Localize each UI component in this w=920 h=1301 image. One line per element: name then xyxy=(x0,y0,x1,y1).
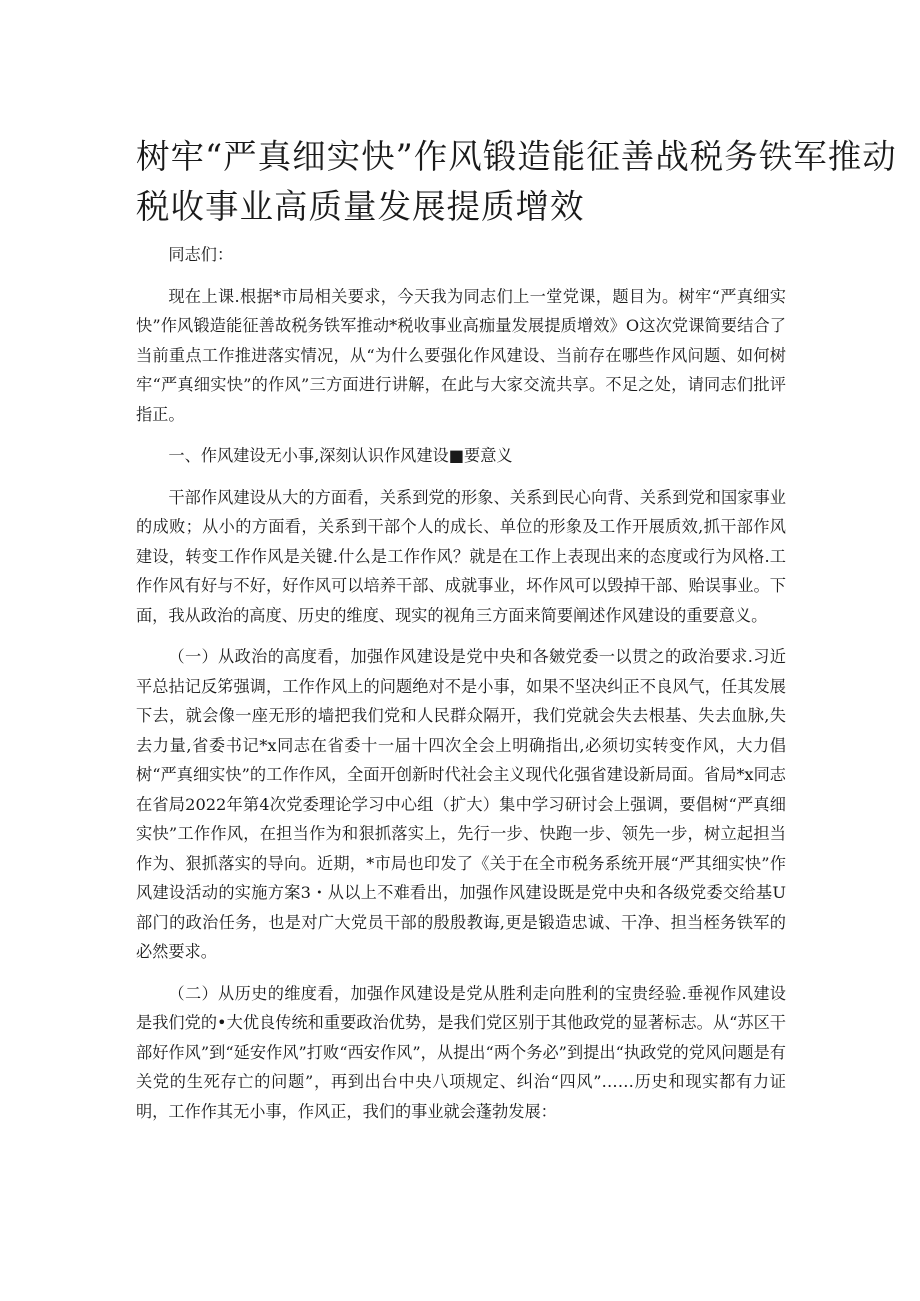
greeting: 同志们： xyxy=(168,245,234,264)
title-line-2: 税收事业高质量发展提质增效 xyxy=(136,187,585,226)
paragraph-intro: 现在上课.根据*市局相关要求，今天我为同志们上一堂党课，题目为。树牢“严真细实快”作风锻造能征善故税务铁军推动*税收事业高痂量发展提质增效》O这次党课简要结合了当前重点工作推进落实情况，从“为什么要强化作风建设、当前存在哪些作风问题、如何树牢“严真细实快”的作风”三方面进行讲解，在此与大家交流共享。不足之处，请同志们批评指正。 xyxy=(136,286,786,424)
paragraph-overview: 干部作风建设从大的方面看，关系到党的形象、关系到民心向背、关系到党和国家事业的成败；从小的方面看，关系到干部个人的成长、单位的形象及工作开展质效,抓干部作风建设，转变工作作风是关键.什么是工作作风？就是在工作上表现出来的态度或行为风格.工作作风有好与不好，好作风可以培养干部、成就事业，坏作风可以毁掉干部、贻误事业。下面，我从政治的高度、历史的维度、现实的视角三方面来简要阐述作风建设的重要意义。 xyxy=(136,487,786,625)
title-line-1: 树牢“严真细实快”作风锻造能征善战税务铁军推动 xyxy=(136,137,897,176)
section-heading-1: 一、作风建设无小事,深刻认识作风建设■要意义 xyxy=(168,446,513,465)
document-body xyxy=(136,240,786,1126)
paragraph-historical: （二）从历史的维度看，加强作风建设是党从胜利走向胜利的宝贵经验.垂视作风建设是我们党的•大优良传统和重要政治优势，是我们党区别于其他政党的显著标志。从“苏区干部好作风”到“延安作风”打败“西安作风”，从提出“两个务必”到提出“执政党的党风问题是有关党的生死存亡的问题”，再到出台中央八项规定、纠治“四风”……历史和现实都有力证明，工作作其无小事，作风正，我们的事业就会蓬勃发展： xyxy=(136,983,786,1121)
paragraph-political: （一）从政治的高度看，加强作风建设是党中央和各皴党委一以贯之的政治要求.习近平总拈记反笫强调，工作作风上的问题绝对不是小事，如果不坚决纠正不良风气，任其发展下去，就会像一座无形的墙把我们党和人民群众隔开，我们党就会失去根基、失去血脉,失去力量,省委书记*x同志在省委十一届十四次全会上明确指出,必须切实转变作风，大力倡树“严真细实快”的工作作风，全面开创新时代社会主义现代化强省建设新局面。省局*x同志在省局2022年第4次党委理论学习中心组（扩大）集中学习研讨会上强调，要倡树“严真细实快”工作作风，在担当作为和狠抓落实上，先行一步、快跑一步、领先一步，树立起担当作为、狠抓落实的导向。近期，*市局也印发了《关于在全市税务系统开展“严其细实快”作风建设活动的实施方案3・从以上不难看出，加强作风建设既是党中央和各级党委交给基U部门的政治任务，也是对广大党员干部的殷殷教诲,更是锻造忠诚、干净、担当桎务铁军的必然要求。 xyxy=(136,647,786,961)
document-title xyxy=(136,132,897,232)
